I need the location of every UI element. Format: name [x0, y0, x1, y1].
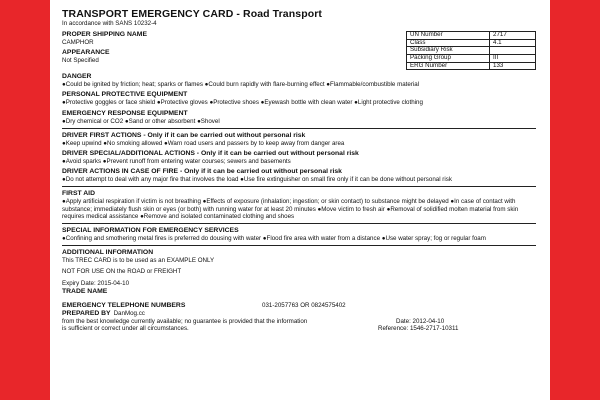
emergency-card: [62, 8, 536, 332]
driver-special-actions-label: DRIVER SPECIAL/ADDITIONAL ACTIONS - Only if it can be carried out without personal risk: [62, 149, 359, 157]
proper-shipping-name: CAMPHOR: [62, 39, 94, 47]
prepared-label: PREPARED BY: [62, 309, 111, 317]
appearance-label: APPEARANCE: [62, 49, 110, 57]
table-row: [407, 54, 536, 62]
footer-date: Date: 2012-04-10: [396, 317, 445, 325]
phone-value: 031-2057763 OR 0824575402: [262, 301, 346, 309]
id-value: 133: [490, 62, 536, 70]
table-row: [407, 32, 536, 40]
red-border-right: [550, 0, 600, 400]
id-key: Subsidiary Risk: [407, 47, 490, 55]
proper-shipping-name-label: PROPER SHIPPING NAME: [62, 31, 147, 39]
driver-fire-actions-text: ●Do not attempt to deal with any major fire that involves the load ●Use fire extinguisher on small fire only if it can be done without personal risk: [62, 176, 452, 184]
danger-label: DANGER: [62, 73, 92, 81]
additional-info-label: ADDITIONAL INFORMATION: [62, 249, 154, 257]
card-subtitle: In accordance with SANS 10232-4: [62, 20, 157, 27]
driver-first-actions-text: ●Keep upwind ●No smoking allowed ●Warn road users and passers by to keep away from danger area: [62, 139, 345, 147]
driver-first-actions-label: DRIVER FIRST ACTIONS - Only if it can be carried out without personal risk: [62, 131, 306, 139]
appearance-value: Not Specified: [62, 57, 99, 65]
ere-label: EMERGENCY RESPONSE EQUIPMENT: [62, 109, 188, 117]
danger-text: ●Could be ignited by friction; heat; sparks or flames ●Could burn rapidly with flare-burning effect ●Flammable/combustible material: [62, 81, 420, 89]
card-title: TRANSPORT EMERGENCY CARD - Road Transport: [62, 8, 323, 20]
footer-row: [62, 318, 536, 332]
additional-info-line-2: NOT FOR USE ON the ROAD or FREIGHT: [62, 268, 182, 276]
divider: [62, 128, 536, 129]
driver-fire-actions-label: DRIVER ACTIONS IN CASE OF FIRE - Only if it can be carried out without personal risk: [62, 168, 342, 176]
id-key: UN Number: [407, 32, 490, 40]
ppe-label: PERSONAL PROTECTIVE EQUIPMENT: [62, 91, 188, 99]
trade-name-label: TRADE NAME: [62, 287, 108, 295]
first-aid-text: ●Apply artificial respiration if victim is not breathing ●Effects of exposure (inhalation; ingestion; or skin contact) to substance might be delayed ●In case of contact with substance; immediately flush skin or eyes (or both) with running water for at least 20 minutes ●Move victim to fresh air ●Removal of solidified molten material from skin requires medical assistance ●Remove and isolated contaminated clothing and shoes: [62, 198, 519, 220]
phone-row: [62, 302, 536, 310]
ere-text: ●Dry chemical or CO2 ●Sand or other absorbent ●Shovel: [62, 117, 220, 125]
identification-table: [406, 31, 536, 70]
shipping-info: [62, 31, 382, 70]
table-row: [407, 62, 536, 70]
footer-reference: Reference: 1546-2717-10311: [378, 325, 459, 333]
phone-label: EMERGENCY TELEPHONE NUMBERS: [62, 301, 186, 309]
id-value: III: [490, 54, 536, 62]
divider: [62, 245, 536, 246]
disclaimer: from the best knowledge currently available; no guarantee is provided that the information is sufficient or correct under all circumstances.: [62, 317, 308, 333]
expiry-date: Expiry Date: 2015-04-10: [62, 279, 130, 287]
id-key: Packing Group: [407, 54, 490, 62]
red-border-left: [0, 0, 50, 400]
id-key: ERG Number: [407, 62, 490, 70]
ppe-text: ●Protective goggles or face shield ●Protective gloves ●Protective shoes ●Eyewash bottle with clean water ●Light protective clothing: [62, 99, 423, 107]
special-info-label: SPECIAL INFORMATION FOR EMERGENCY SERVICES: [62, 227, 239, 234]
header-row: [62, 31, 536, 70]
prepared-value: DanMog.cc: [113, 309, 145, 317]
id-key: Class: [407, 39, 490, 47]
footer-meta: [378, 318, 498, 332]
first-aid-label: FIRST AID: [62, 190, 95, 198]
additional-info-line-1: This TREC CARD is to be used as an EXAMPLE ONLY: [62, 257, 215, 265]
special-info-text: ●Confining and smothering metal fires is preferred do dousing with water ●Flood fire area with water from a distance ●Use water spray; fog or regular foam: [62, 235, 486, 242]
divider: [62, 186, 536, 187]
driver-special-actions-text: ●Avoid sparks ●Prevent runoff from entering water courses; sewers and basements: [62, 157, 291, 165]
id-value: 2717: [490, 32, 536, 40]
divider: [62, 223, 536, 224]
prepared-row: [62, 310, 536, 318]
id-value: 4.1: [490, 39, 536, 47]
